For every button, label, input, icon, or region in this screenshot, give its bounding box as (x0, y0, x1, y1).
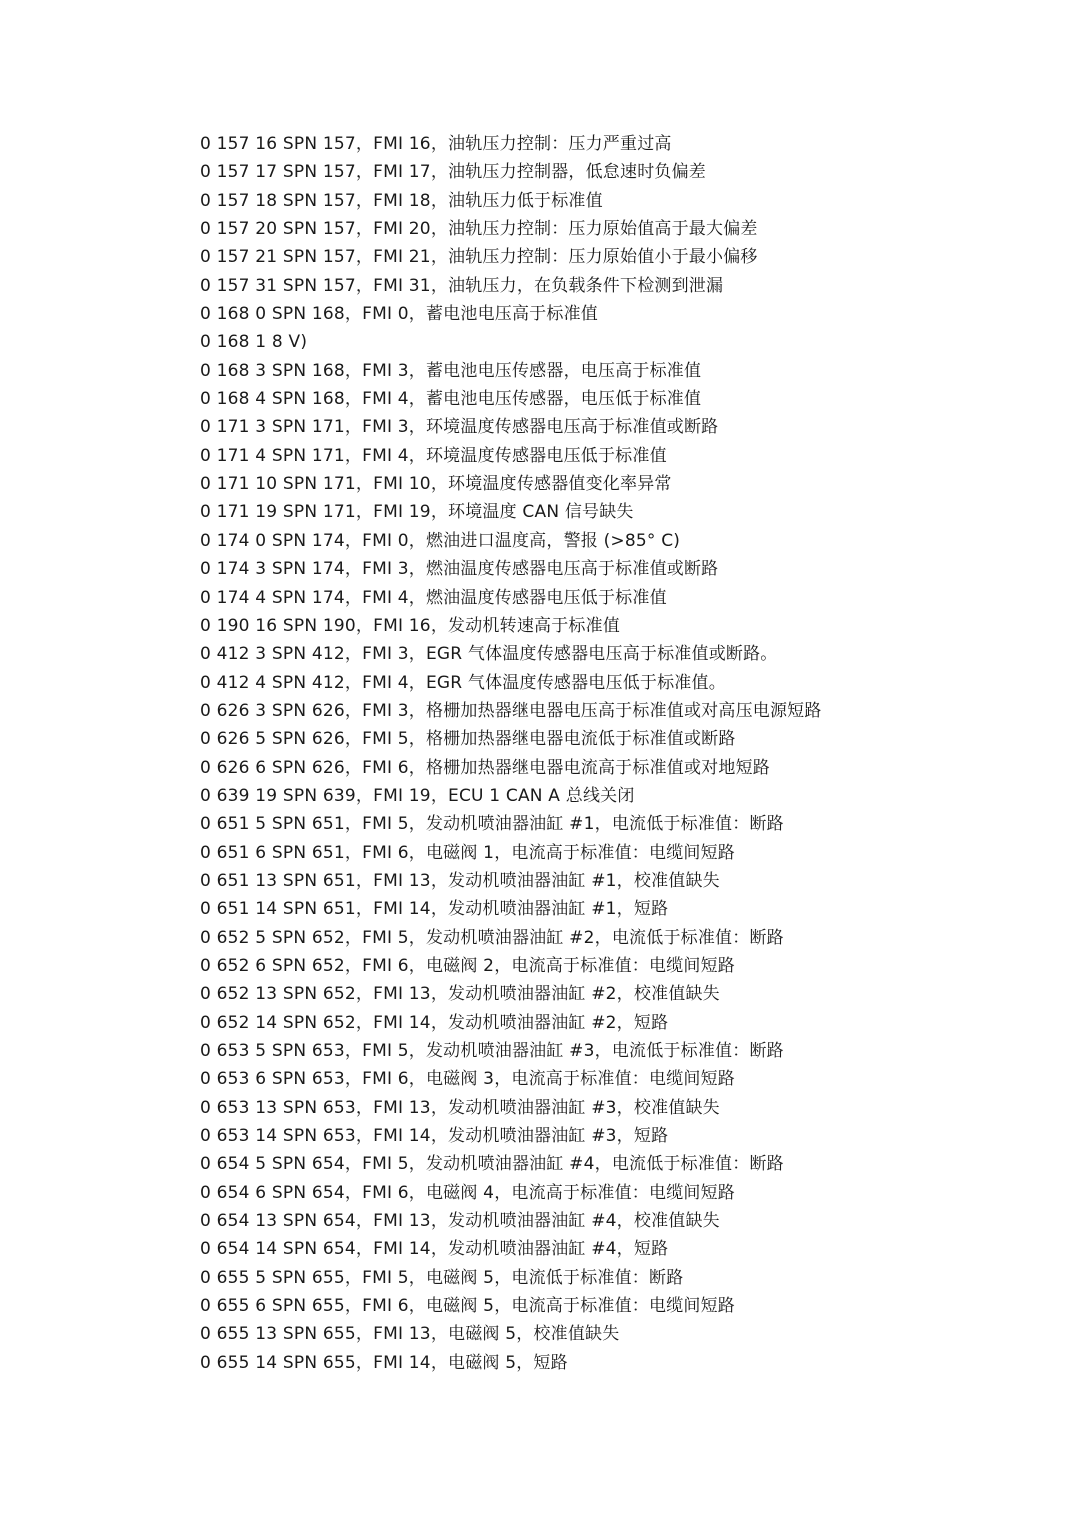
fault-code-line: 0 652 6 SPN 652，FMI 6，电磁阀 2，电流高于标准值：电缆间短路 (200, 955, 735, 976)
fault-code-line: 0 168 3 SPN 168，FMI 3，蓄电池电压传感器，电压高于标准值 (200, 360, 702, 381)
fault-code-line: 0 655 6 SPN 655，FMI 6，电磁阀 5，电流高于标准值：电缆间短路 (200, 1296, 735, 1317)
fault-code-line: 0 654 5 SPN 654，FMI 5，发动机喷油器油缸 #4，电流低于标准值：断路 (200, 1154, 784, 1175)
fault-code-line: 0 651 14 SPN 651，FMI 14，发动机喷油器油缸 #1，短路 (200, 899, 669, 920)
fault-code-line: 0 168 1 8 V) (200, 332, 308, 353)
fault-code-line: 0 655 14 SPN 655，FMI 14，电磁阀 5，短路 (200, 1352, 568, 1373)
fault-code-line: 0 174 0 SPN 174，FMI 0，燃油进口温度高，警报 (>85° C) (200, 530, 681, 551)
fault-code-line: 0 171 10 SPN 171，FMI 10，环境温度传感器值变化率异常 (200, 474, 672, 495)
fault-code-line: 0 626 5 SPN 626，FMI 5，格栅加热器继电器电流低于标准值或断路 (200, 729, 736, 750)
fault-code-line: 0 654 14 SPN 654，FMI 14，发动机喷油器油缸 #4，短路 (200, 1239, 669, 1260)
fault-code-line: 0 171 19 SPN 171，FMI 19，环境温度 CAN 信号缺失 (200, 502, 634, 523)
fault-code-line: 0 639 19 SPN 639，FMI 19，ECU 1 CAN A 总线关闭 (200, 785, 635, 806)
fault-code-line: 0 168 0 SPN 168，FMI 0，蓄电池电压高于标准值 (200, 304, 598, 325)
fault-code-line: 0 174 4 SPN 174，FMI 4，燃油温度传感器电压低于标准值 (200, 587, 667, 608)
fault-code-line: 0 157 21 SPN 157，FMI 21，油轨压力控制：压力原始值小于最小偏移 (200, 247, 758, 268)
fault-code-line: 0 652 13 SPN 652，FMI 13，发动机喷油器油缸 #2，校准值缺失 (200, 984, 720, 1005)
fault-code-line: 0 654 6 SPN 654，FMI 6，电磁阀 4，电流高于标准值：电缆间短路 (200, 1182, 735, 1203)
fault-code-line: 0 174 3 SPN 174，FMI 3，燃油温度传感器电压高于标准值或断路 (200, 559, 719, 580)
fault-code-line: 0 651 6 SPN 651，FMI 6，电磁阀 1，电流高于标准值：电缆间短路 (200, 842, 735, 863)
fault-code-line: 0 653 14 SPN 653，FMI 14，发动机喷油器油缸 #3，短路 (200, 1126, 669, 1147)
fault-code-line: 0 157 17 SPN 157，FMI 17，油轨压力控制器，低怠速时负偏差 (200, 162, 707, 183)
fault-code-line: 0 652 14 SPN 652，FMI 14，发动机喷油器油缸 #2，短路 (200, 1012, 669, 1033)
fault-code-line: 0 157 20 SPN 157，FMI 20，油轨压力控制：压力原始值高于最大偏差 (200, 219, 758, 240)
fault-code-line: 0 190 16 SPN 190，FMI 16，发动机转速高于标准值 (200, 615, 621, 636)
fault-code-line: 0 626 3 SPN 626，FMI 3，格栅加热器继电器电压高于标准值或对高压电源短路 (200, 700, 822, 721)
fault-code-line: 0 653 6 SPN 653，FMI 6，电磁阀 3，电流高于标准值：电缆间短路 (200, 1069, 735, 1090)
fault-code-line: 0 653 13 SPN 653，FMI 13，发动机喷油器油缸 #3，校准值缺失 (200, 1097, 720, 1118)
fault-code-line: 0 651 13 SPN 651，FMI 13，发动机喷油器油缸 #1，校准值缺失 (200, 870, 720, 891)
fault-code-line: 0 655 13 SPN 655，FMI 13，电磁阀 5，校准值缺失 (200, 1324, 620, 1345)
fault-code-line: 0 412 3 SPN 412，FMI 3，EGR 气体温度传感器电压高于标准值或断路。 (200, 644, 778, 665)
fault-code-line: 0 655 5 SPN 655，FMI 5，电磁阀 5，电流低于标准值：断路 (200, 1267, 684, 1288)
fault-code-line: 0 626 6 SPN 626，FMI 6，格栅加热器继电器电流高于标准值或对地短路 (200, 757, 770, 778)
fault-code-line: 0 171 3 SPN 171，FMI 3，环境温度传感器电压高于标准值或断路 (200, 417, 719, 438)
fault-code-line: 0 654 13 SPN 654，FMI 13，发动机喷油器油缸 #4，校准值缺失 (200, 1211, 720, 1232)
fault-code-line: 0 157 18 SPN 157，FMI 18，油轨压力低于标准值 (200, 190, 603, 211)
fault-code-line: 0 171 4 SPN 171，FMI 4，环境温度传感器电压低于标准值 (200, 445, 667, 466)
fault-code-line: 0 157 16 SPN 157，FMI 16，油轨压力控制：压力严重过高 (200, 134, 672, 154)
fault-code-line: 0 653 5 SPN 653，FMI 5，发动机喷油器油缸 #3，电流低于标准值：断路 (200, 1041, 784, 1061)
fault-code-line: 0 652 5 SPN 652，FMI 5，发动机喷油器油缸 #2，电流低于标准值：断路 (200, 927, 784, 948)
fault-code-line: 0 168 4 SPN 168，FMI 4，蓄电池电压传感器，电压低于标准值 (200, 389, 702, 410)
fault-code-list (200, 130, 1040, 1377)
fault-code-line: 0 651 5 SPN 651，FMI 5，发动机喷油器油缸 #1，电流低于标准值：断路 (200, 814, 784, 835)
fault-code-line: 0 157 31 SPN 157，FMI 31，油轨压力，在负载条件下检测到泄漏 (200, 275, 724, 296)
fault-code-line: 0 412 4 SPN 412，FMI 4，EGR 气体温度传感器电压低于标准值。 (200, 672, 726, 693)
